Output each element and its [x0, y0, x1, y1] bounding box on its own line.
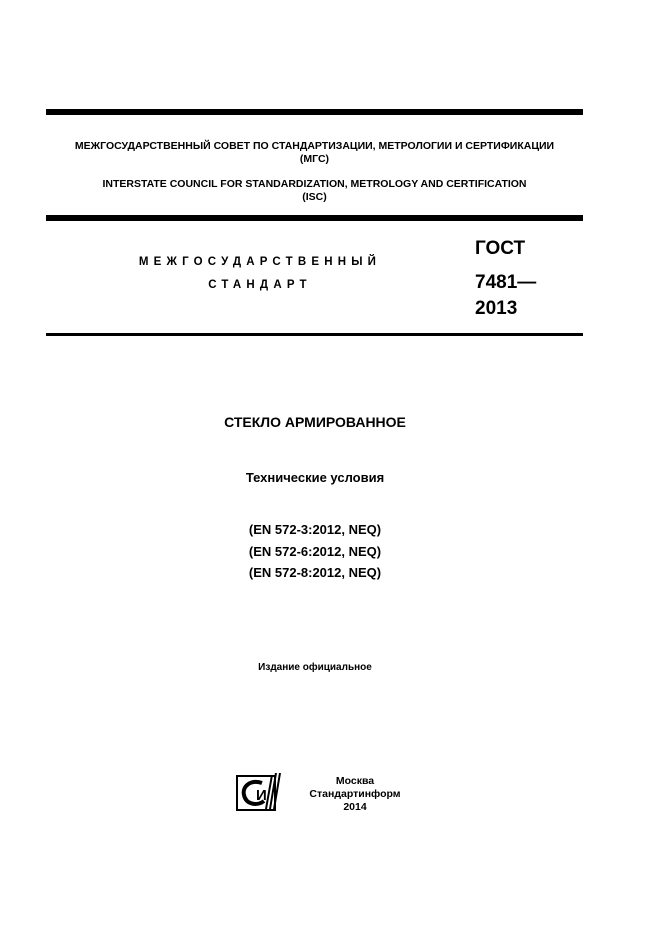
- gost-year: 2013: [475, 298, 518, 319]
- standard-type-line2: СТАНДАРТ: [208, 279, 312, 291]
- gost-label: ГОСТ: [475, 238, 526, 259]
- gost-number: 7481—: [475, 272, 537, 293]
- reference-1: (EN 572-3:2012, NEQ): [248, 522, 382, 537]
- document-subtitle: Технические условия: [245, 470, 385, 485]
- publisher-city: Москва: [335, 775, 375, 787]
- edition-note: Издание официальное: [258, 662, 372, 673]
- standard-type-line1: МЕЖГОСУДАРСТВЕННЫЙ: [138, 256, 382, 268]
- standartinform-logo-icon: [236, 773, 284, 811]
- header-bottom-rule: [46, 215, 583, 221]
- publisher-name: Стандартинформ: [309, 788, 401, 800]
- council-en-line2: (ISC): [302, 191, 327, 203]
- document-title: СТЕКЛО АРМИРОВАННОЕ: [224, 414, 406, 430]
- reference-2: (EN 572-6:2012, NEQ): [248, 544, 382, 559]
- council-en-line1: INTERSTATE COUNCIL FOR STANDARDIZATION, METROLOGY AND CERTIFICATION: [102, 178, 527, 190]
- svg-text:И: И: [256, 787, 267, 804]
- council-ru-line1: МЕЖГОСУДАРСТВЕННЫЙ СОВЕТ ПО СТАНДАРТИЗАЦИИ, МЕТРОЛОГИИ И СЕРТИФИКАЦИИ: [74, 140, 555, 152]
- publisher-year: 2014: [343, 801, 367, 813]
- top-rule: [46, 109, 583, 115]
- council-ru-line2: (МГС): [299, 153, 330, 165]
- standard-bottom-rule: [46, 333, 583, 336]
- reference-3: (EN 572-8:2012, NEQ): [248, 565, 382, 580]
